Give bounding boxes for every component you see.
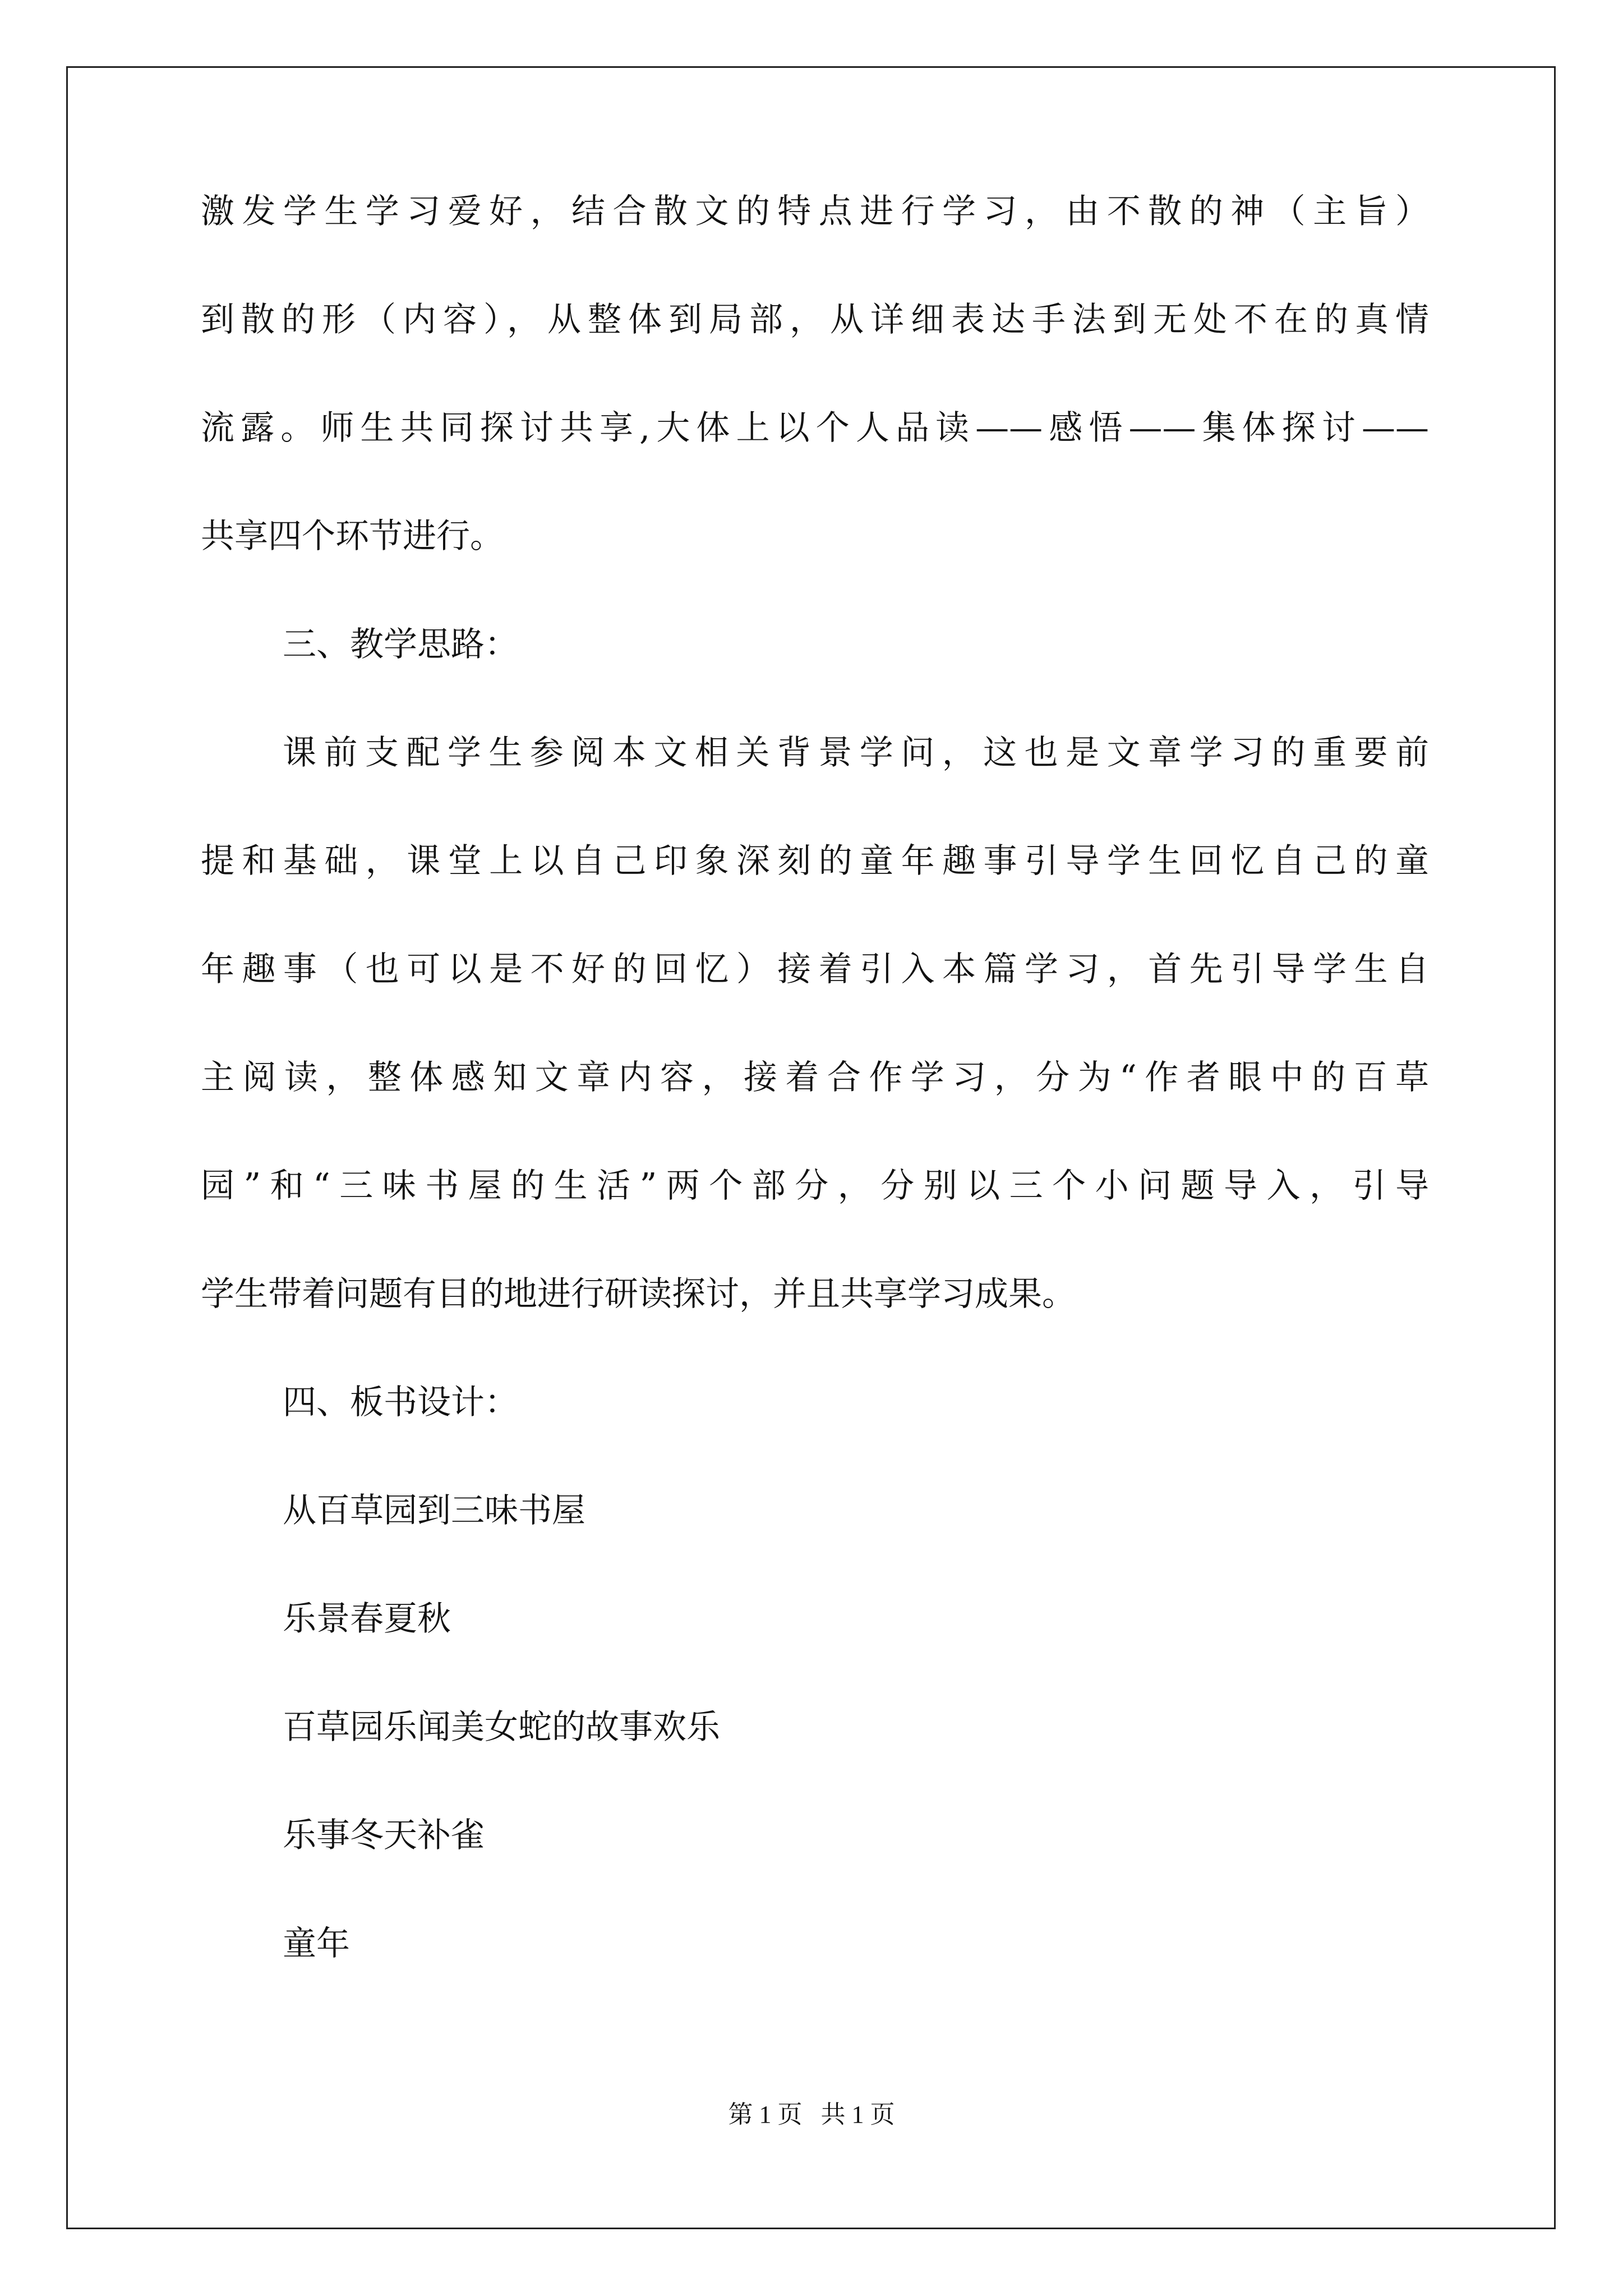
paragraph-line: 学生带着问题有目的地进行研读探讨，并且共享学习成果。 [201, 1274, 1076, 1314]
paragraph-line: 激发学生学习爱好，结合散文的特点进行学习，由不散的神（主旨） [201, 192, 1429, 231]
paragraph-line: 提和基础，课堂上以自己印象深刻的童年趣事引导学生回忆自己的童 [201, 841, 1429, 881]
paragraph-line: 园”和“三味书屋的生活”两个部分，分别以三个小问题导入，引导 [201, 1166, 1429, 1205]
paragraph-line: 主阅读，整体感知文章内容，接着合作学习，分为“作者眼中的百草 [201, 1058, 1429, 1097]
board-line: 百草园乐闻美女蛇的故事欢乐 [283, 1708, 720, 1747]
board-line: 乐景春夏秋 [283, 1599, 451, 1639]
section-heading: 三、教学思路： [283, 625, 518, 664]
board-line: 从百草园到三味书屋 [283, 1491, 585, 1530]
paragraph-line: 共享四个环节进行。 [201, 517, 504, 556]
paragraph-line: 到散的形（内容），从整体到局部，从详细表达手法到无处不在的真情 [201, 300, 1429, 339]
page-footer: 第 1 页 共 1 页 [728, 2101, 895, 2128]
paragraph-line: 年趣事（也可以是不好的回忆）接着引入本篇学习，首先引导学生自 [201, 950, 1429, 989]
board-line: 乐事冬天补雀 [283, 1816, 485, 1855]
board-line: 童年 [283, 1924, 350, 1963]
paragraph-line: 课前支配学生参阅本文相关背景学问，这也是文章学习的重要前 [283, 733, 1429, 772]
paragraph-line: 流露。师生共同探讨共享,大体上以个人品读——感悟——集体探讨—— [201, 408, 1429, 448]
document-body [201, 194, 1429, 2034]
section-heading: 四、板书设计： [283, 1383, 518, 1422]
